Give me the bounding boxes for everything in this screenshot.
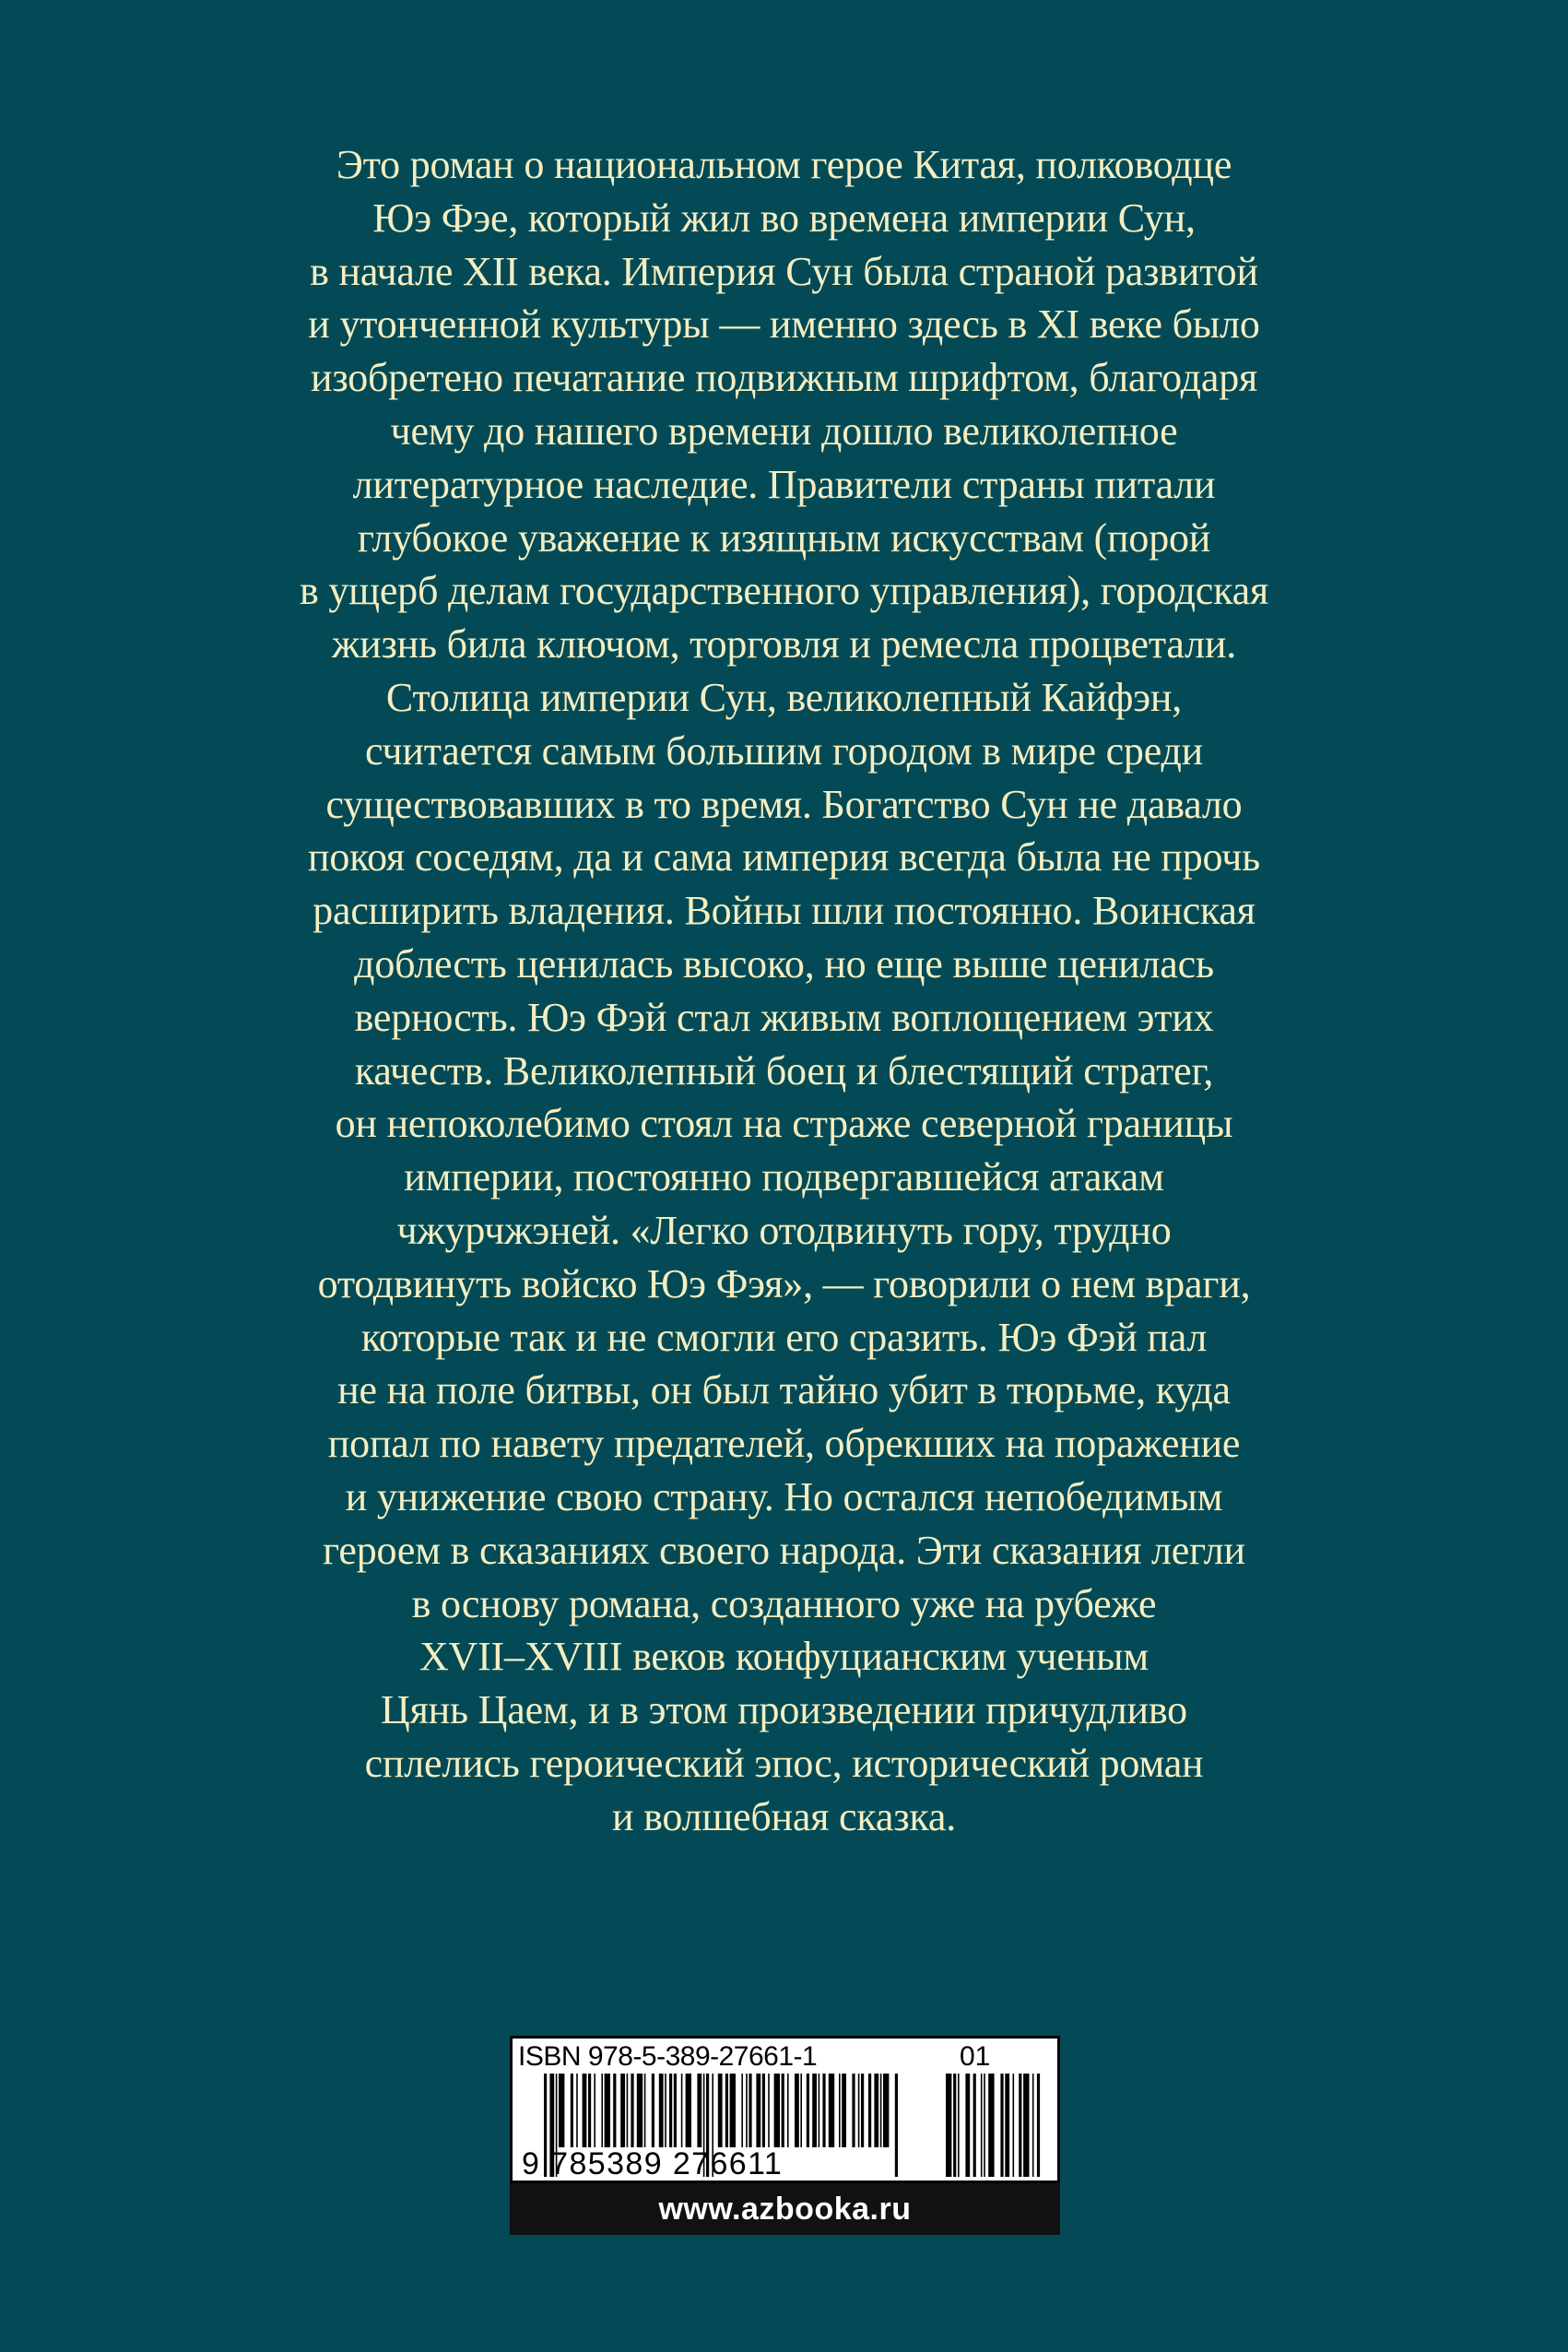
blurb-line: качеств. Великолепный боец и блестящий стратег, [354, 1047, 1214, 1093]
blurb-line: расширить владения. Войны шли постоянно. Воинская [312, 888, 1256, 934]
blurb-line: и утонченной культуры — именно здесь в XI веке было [308, 301, 1260, 348]
isbn-label: ISBN 978-5-389-27661-1 [518, 2041, 818, 2072]
blurb-line: Цянь Цаем, и в этом произведении причудливо [381, 1687, 1187, 1733]
blurb-line: сплелись героический эпос, исторический роман [364, 1740, 1204, 1786]
blurb-line: литературное наследие. Правители страны питали [352, 461, 1216, 507]
blurb-line: в ущерб делам государственного управления), городская [299, 568, 1269, 614]
blurb-line: и унижение свою страну. Но остался непобедимым [345, 1473, 1223, 1519]
blurb-line: Юэ Фэе, который жил во времена империи Сун, [372, 195, 1196, 241]
blurb-line: глубокое уважение к изящным искусствам (порой [357, 514, 1211, 561]
blurb-line: империи, постоянно подвергавшейся атакам [404, 1154, 1164, 1200]
blurb-line: изобретено печатание подвижным шрифтом, благодаря [310, 355, 1258, 401]
blurb-line: Столица империи Сун, великолепный Кайфэн, [385, 674, 1183, 720]
blurb-line: Это роман о национальном герое Китая, полководце [336, 142, 1232, 187]
blurb-line: попал по навету предателей, обрекших на поражение [327, 1421, 1241, 1467]
blurb-line: доблесть ценилась высоко, но еще выше ценилась [354, 940, 1214, 987]
ean-digits: 9 785389 276611 [522, 2146, 784, 2181]
blurb-line: в основу романа, созданного уже на рубеже [411, 1580, 1157, 1626]
blurb-line: жизнь била ключом, торговля и ремесла процветали. [331, 621, 1237, 668]
blurb-line: отодвинуть войско Юэ Фэя», — говорили о нем враги, [317, 1260, 1251, 1306]
blurb-line: не на поле битвы, он был тайно убит в тюрьме, куда [337, 1367, 1231, 1413]
blurb-line: героем в сказаниях своего народа. Эти сказания легли [323, 1527, 1245, 1573]
back-cover-blurb [138, 138, 1430, 1844]
barcode-panel [510, 2036, 1060, 2183]
blurb-line: он непоколебимо стоял на страже северной границы [335, 1101, 1233, 1147]
blurb-line: которые так и не смогли его сразить. Юэ Фэй пал [360, 1314, 1208, 1360]
blurb-line: покоя соседям, да и сама империя всегда была не прочь [308, 834, 1260, 881]
blurb-line: в начале XII века. Империя Сун была страной развитой [310, 248, 1258, 294]
blurb-line: XVII–XVIII веков конфуцианским ученым [419, 1634, 1149, 1680]
blurb-line: считается самым большим городом в мире среди [364, 727, 1203, 774]
blurb-line: чжурчжэней. «Легко отодвинуть гору, трудно [396, 1207, 1172, 1253]
publisher-url: www.azbooka.ru [510, 2183, 1060, 2235]
blurb-line: существовавших в то время. Богатство Сун не давало [325, 781, 1243, 827]
blurb-line: и волшебная сказка. [611, 1793, 957, 1839]
barcode-addon-label: 01 [960, 2041, 991, 2072]
blurb-line: верность. Юэ Фэй стал живым воплощением этих [354, 994, 1214, 1040]
blurb-line: чему до нашего времени дошло великолепное [390, 408, 1178, 454]
barcode-block [510, 2036, 1060, 2235]
